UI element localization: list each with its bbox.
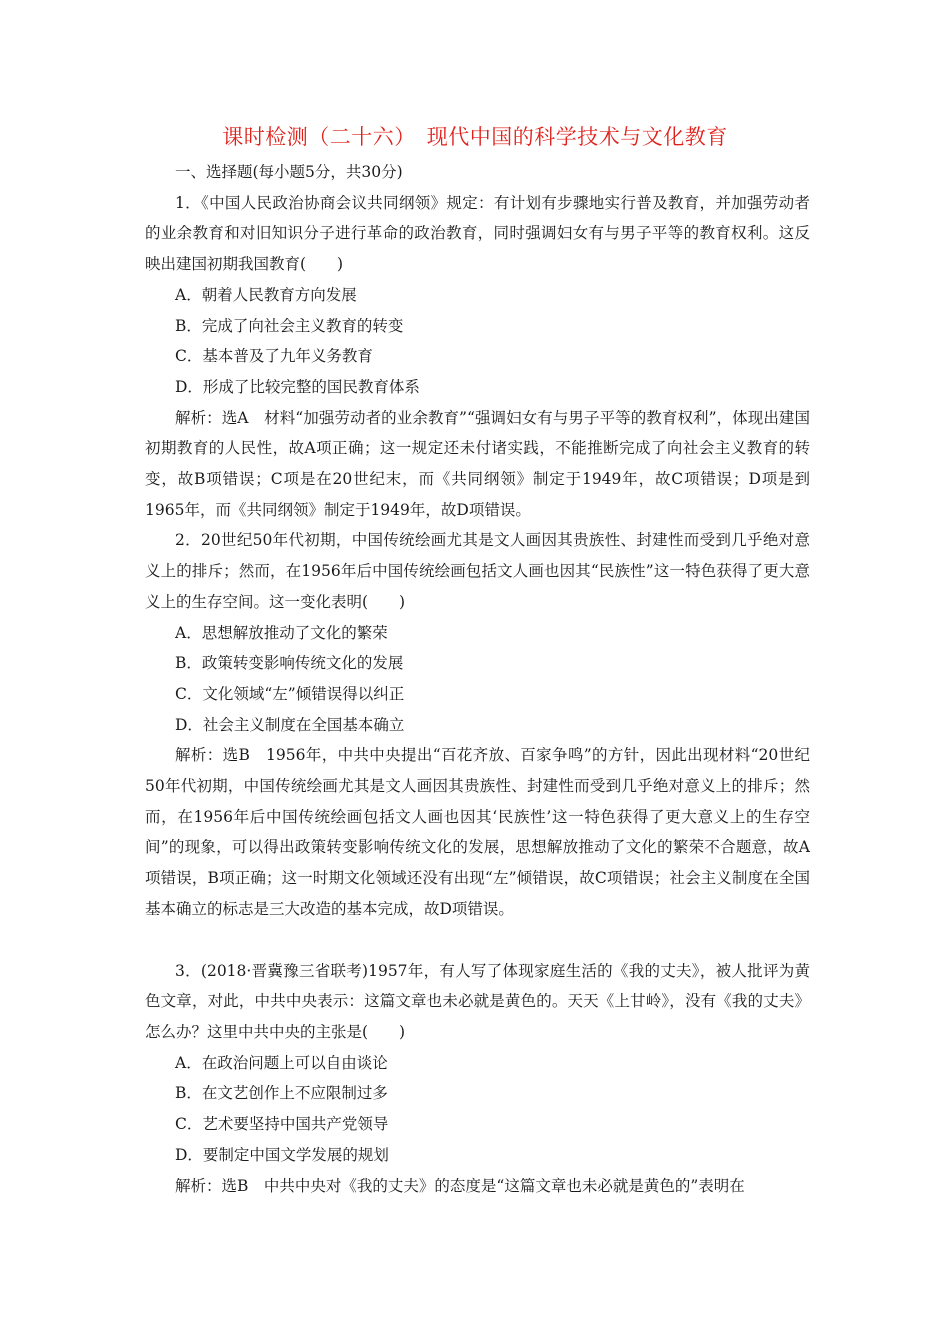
question-1-option-a: A．朝着人民教育方向发展 (175, 285, 357, 304)
question-2-option-c: C．文化领域“左”倾错误得以纠正 (175, 684, 405, 703)
question-3-option-d: D．要制定中国文学发展的规划 (175, 1145, 389, 1164)
question-2-option-a: A．思想解放推动了文化的繁荣 (175, 623, 388, 642)
question-3-analysis: 解析：选B 中共中央对《我的丈夫》的态度是“这篇文章也未必就是黄色的”表明在 (175, 1176, 745, 1195)
question-1-option-b: B．完成了向社会主义教育的转变 (175, 316, 404, 335)
question-1-option-d: D．形成了比较完整的国民教育体系 (175, 377, 420, 396)
paragraph-gap (145, 925, 810, 956)
question-3-option-b: B．在文艺创作上不应限制过多 (175, 1084, 388, 1103)
page-title: 课时检测（二十六） 现代中国的科学技术与文化教育 (222, 125, 728, 149)
question-2-stem: 2．20世纪50年代初期，中国传统绘画尤其是文人画因其贵族性、封建性而受到几乎绝对意义上的排斥；然而，在1956年后中国传统绘画包括文人画也因其“民族性”这一特色获得了更大意义上的生存空间。这一变化表明( ) (145, 531, 810, 611)
question-2-analysis: 解析：选B 1956年，中共中央提出“百花齐放、百家争鸣”的方针，因此出现材料“20世纪50年代初期，中国传统绘画尤其是文人画因其贵族性、封建性而受到几乎绝对意义上的排斥；然而，在1956年后中国传统绘画包括文人画也因其‘民族性’这一特色获得了更大意义上的生存空间”的现象，可以得出政策转变影响传统文化的发展，思想解放推动了文化的繁荣不合题意，故A项错误，B项正确；这一时期文化领域还没有出现“左”倾错误，故C项错误；社会主义制度在全国基本确立的标志是三大改造的基本完成，故D项错误。 (145, 746, 810, 918)
document-body (145, 157, 810, 1201)
question-1-analysis: 解析：选A 材料“加强劳动者的业余教育”“强调妇女有与男子平等的教育权利”，体现出建国初期教育的人民性，故A项正确；这一规定还未付诸实践，不能推断完成了向社会主义教育的转变，故B项错误；C项是在20世纪末，而《共同纲领》制定于1949年，故C项错误；D项是到1965年，而《共同纲领》制定于1949年，故D项错误。 (145, 408, 810, 519)
question-2-option-d: D．社会主义制度在全国基本确立 (175, 715, 405, 734)
question-3-stem: 3．(2018·晋冀豫三省联考)1957年，有人写了体现家庭生活的《我的丈夫》，被人批评为黄色文章，对此，中共中央表示：这篇文章也未必就是黄色的。天天《上甘岭》，没有《我的丈夫》怎么办？这里中共中央的主张是( ) (145, 961, 810, 1041)
question-3-option-c: C．艺术要坚持中国共产党领导 (175, 1115, 389, 1134)
section-heading: 一、选择题(每小题5分，共30分) (175, 163, 403, 181)
question-1-stem: 1．《中国人民政治协商会议共同纲领》规定：有计划有步骤地实行普及教育，并加强劳动者的业余教育和对旧知识分子进行革命的政治教育，同时强调妇女有与男子平等的教育权利。这反映出建国初期我国教育( ) (145, 193, 810, 274)
question-1-option-c: C．基本普及了九年义务教育 (175, 347, 373, 366)
question-2-option-b: B．政策转变影响传统文化的发展 (175, 654, 404, 673)
question-3-option-a: A．在政治问题上可以自由谈论 (175, 1053, 388, 1072)
